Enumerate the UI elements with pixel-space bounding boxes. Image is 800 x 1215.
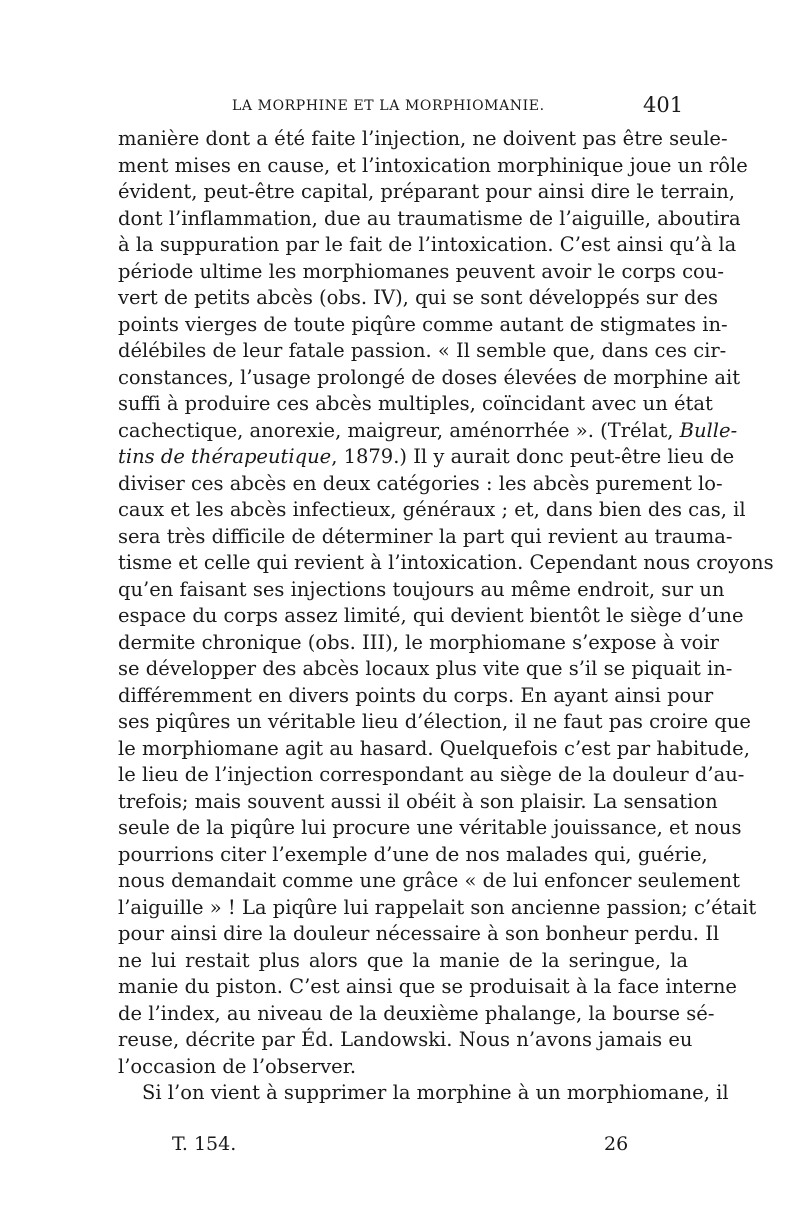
text-line: de l’index, au niveau de la deuxième phalange, la bourse sé-: [118, 1001, 715, 1025]
text-line: trefois; mais souvent aussi il obéit à son plaisir. La sensation: [118, 789, 718, 813]
text-line: sera très difficile de déterminer la part qui revient au trauma-: [118, 524, 733, 548]
text-line: vert de petits abcès (obs. IV), qui se sont développés sur des: [118, 286, 719, 309]
book-title-italic: Bulle-: [679, 418, 738, 442]
text-line: nous demandait comme une grâce « de lui enfoncer seulement: [118, 869, 740, 892]
text-line: évident, peut-être capital, préparant pour ainsi dire le terrain,: [118, 180, 735, 203]
text-line: caux et les abcès infectieux, généraux ; et, dans bien des cas, il: [118, 498, 746, 521]
text-line-with-italic: cachectique, anorexie, maigreur, aménorrhée ». (Trélat, Bulle-: [118, 418, 738, 442]
text-line: ses piqûres un véritable lieu d’élection, il ne faut pas croire que: [118, 710, 751, 733]
text-line: période ultime les morphiomanes peuvent avoir le corps cou-: [118, 259, 724, 283]
text-line: points vierges de toute piqûre comme autant de stigmates in-: [118, 312, 728, 336]
text-line: qu’en faisant ses injections toujours au même endroit, sur un: [118, 577, 725, 601]
running-title: LA MORPHINE ET LA MORPHIOMANIE.: [232, 98, 545, 114]
text-line: le lieu de l’injection correspondant au siège de la douleur d’au-: [118, 763, 745, 786]
text-line: différemment en divers points du corps. En ayant ainsi pour: [118, 683, 714, 707]
text-line: à la suppuration par le fait de l’intoxication. C’est ainsi qu’à la: [118, 233, 737, 256]
text-line: dont l’inflammation, due au traumatisme de l’aiguille, aboutira: [118, 206, 741, 230]
text-line: manière dont a été faite l’injection, ne doivent pas être seule-: [118, 127, 728, 150]
text-line: l’aiguille » ! La piqûre lui rappelait son ancienne passion; c’était: [118, 895, 757, 919]
text-line: le morphiomane agit au hasard. Quelquefois c’est par habitude,: [118, 736, 750, 760]
page-number: 401: [643, 93, 684, 117]
text-line-with-italic: tins de thérapeutique, 1879.) Il y aurait donc peut-être lieu de: [118, 445, 735, 468]
text-line: seule de la piqûre lui procure une véritable jouissance, et nous: [118, 816, 742, 839]
text-line: espace du corps assez limité, qui devient bientôt le siège d’une: [118, 604, 744, 627]
paragraph-last-line: l’occasion de l’observer.: [118, 1054, 357, 1078]
sheet-number: 26: [604, 1133, 629, 1155]
text-line: dermite chronique (obs. III), le morphiomane s’expose à voir: [118, 630, 719, 654]
text-line: manie du piston. C’est ainsi que se produisait à la face interne: [118, 975, 737, 998]
text-line: pour ainsi dire la douleur nécessaire à son bonheur perdu. Il: [118, 922, 720, 945]
text-line: se développer des abcès locaux plus vite que s’il se piquait in-: [118, 657, 733, 680]
body-text: [118, 126, 774, 1107]
text-line: diviser ces abcès en deux catégories : les abcès purement lo-: [118, 471, 723, 495]
book-title-italic: tins de thérapeutique: [118, 445, 332, 468]
text-line: reuse, décrite par Éd. Landowski. Nous n’avons jamais eu: [118, 1028, 693, 1051]
text-line: constances, l’usage prolongé de doses élevées de morphine ait: [118, 365, 741, 389]
text-line: ne lui restait plus alors que la manie de la seringue, la: [118, 948, 688, 972]
text-line: tisme et celle qui revient à l’intoxication. Cependant nous croyons: [118, 551, 774, 574]
text-line: pourrions citer l’exemple d’une de nos malades qui, guérie,: [118, 842, 708, 866]
text-line: suffi à produire ces abcès multiples, coïncidant avec un état: [118, 392, 713, 415]
signature-mark: T. 154.: [172, 1133, 237, 1155]
paragraph-first-line: Si l’on vient à supprimer la morphine à un morphiomane, il: [142, 1081, 729, 1104]
text-line: délébiles de leur fatale passion. « Il semble que, dans ces cir-: [118, 339, 727, 362]
text-line: ment mises en cause, et l’intoxication morphinique joue un rôle: [118, 153, 748, 177]
